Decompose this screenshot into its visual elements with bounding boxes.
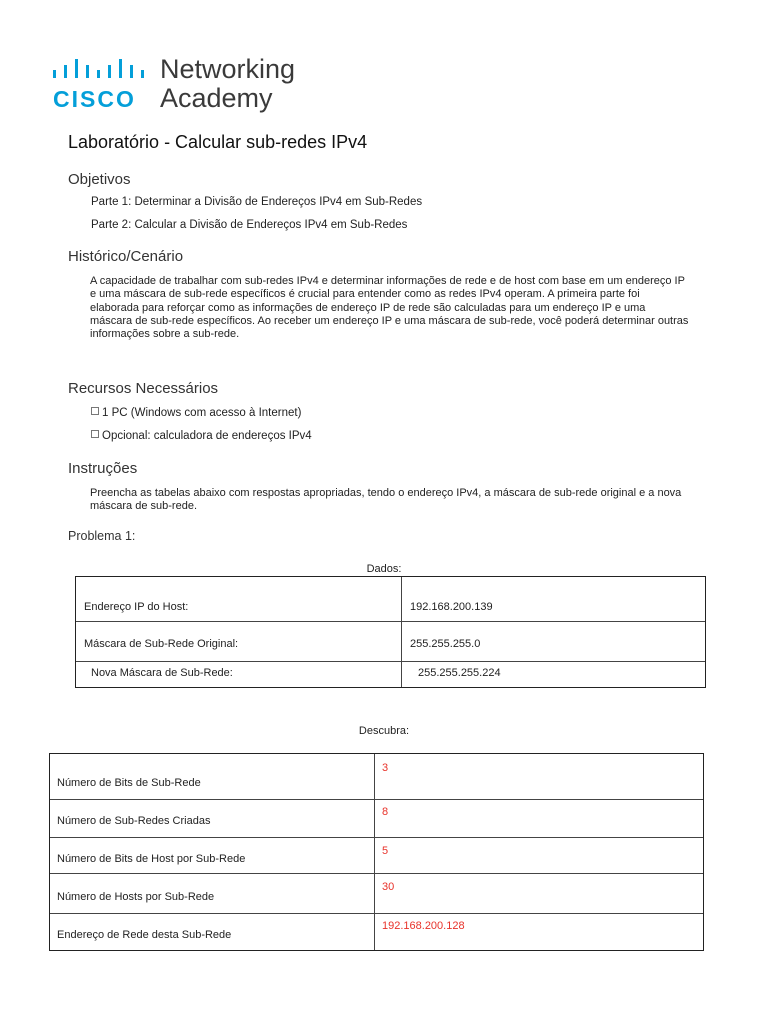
- descubra-answer: 192.168.200.128: [382, 920, 465, 932]
- problema-label: Problema 1:: [68, 529, 136, 543]
- cisco-networking-academy-logo: [52, 56, 312, 116]
- instrucoes-text: Preencha as tabelas abaixo com respostas apropriadas, tendo o endereço IPv4, a máscara de sub-rede original e a nova máscara de sub-rede.: [90, 487, 682, 513]
- descubra-answer: 8: [382, 806, 389, 818]
- dados-table: [75, 576, 706, 688]
- descubra-label: Número de Bits de Host por Sub-Rede: [57, 853, 246, 865]
- descubra-answer: 3: [382, 762, 389, 774]
- recurso-item: [91, 430, 312, 443]
- descubra-label: Número de Bits de Sub-Rede: [57, 777, 201, 789]
- logo-brand: CISCO: [53, 86, 136, 112]
- descubra-label: Número de Hosts por Sub-Rede: [57, 891, 215, 903]
- row-divider: [50, 873, 703, 874]
- logo-networking: Networking: [160, 54, 296, 84]
- objetivo-item: Parte 1: Determinar a Divisão de Endereços IPv4 em Sub-Redes: [91, 196, 423, 208]
- instrucoes-heading: Instruções: [68, 460, 138, 477]
- objetivo-item: Parte 2: Calcular a Divisão de Endereços IPv4 em Sub-Redes: [91, 219, 408, 231]
- historico-heading: Histórico/Cenário: [68, 248, 184, 265]
- recurso-label: 1 PC (Windows com acesso à Internet): [102, 407, 302, 419]
- column-divider: [374, 754, 375, 950]
- descubra-caption: Descubra:: [358, 725, 410, 737]
- column-divider: [401, 577, 402, 687]
- descubra-table: [49, 753, 704, 951]
- dados-label: Endereço IP do Host:: [84, 601, 189, 613]
- checkbox-icon: [91, 407, 99, 415]
- dados-caption: Dados:: [366, 563, 402, 575]
- checkbox-icon: [91, 430, 99, 438]
- descubra-label: Endereço de Rede desta Sub-Rede: [57, 929, 232, 941]
- dados-value: 255.255.255.224: [418, 667, 501, 679]
- descubra-label: Número de Sub-Redes Criadas: [57, 815, 211, 827]
- dados-value: 192.168.200.139: [410, 601, 493, 613]
- objetivos-heading: Objetivos: [68, 171, 131, 188]
- row-divider: [50, 799, 703, 800]
- historico-text: A capacidade de trabalhar com sub-redes IPv4 e determinar informações de rede e de host com base em um endereço IP e uma máscara de sub-rede específicos é crucial para entender como as redes IPv4 operam. A primeira parte foi elaborada para reforçar como as informações de endereço IP de rede são calculadas para um endereço IP e uma máscara de sub-rede específicos. Ao receber um endereço IP e uma máscara de sub-rede, você poderá determinar outras informações sobre a sub-rede.: [90, 275, 689, 341]
- dados-label: Máscara de Sub-Rede Original:: [84, 638, 239, 650]
- row-divider: [76, 621, 705, 622]
- logo-academy: Academy: [160, 83, 273, 113]
- recurso-item: [91, 407, 301, 420]
- row-divider: [50, 913, 703, 914]
- dados-value: 255.255.255.0: [410, 638, 481, 650]
- page-title: Laboratório - Calcular sub-redes IPv4: [68, 132, 368, 152]
- recursos-heading: Recursos Necessários: [68, 380, 219, 397]
- dados-label: Nova Máscara de Sub-Rede:: [91, 667, 233, 679]
- cisco-bars-icon: [52, 59, 152, 85]
- row-divider: [76, 661, 705, 662]
- recurso-label: Opcional: calculadora de endereços IPv4: [102, 430, 312, 442]
- descubra-answer: 5: [382, 845, 389, 857]
- row-divider: [50, 837, 703, 838]
- descubra-answer: 30: [382, 881, 395, 893]
